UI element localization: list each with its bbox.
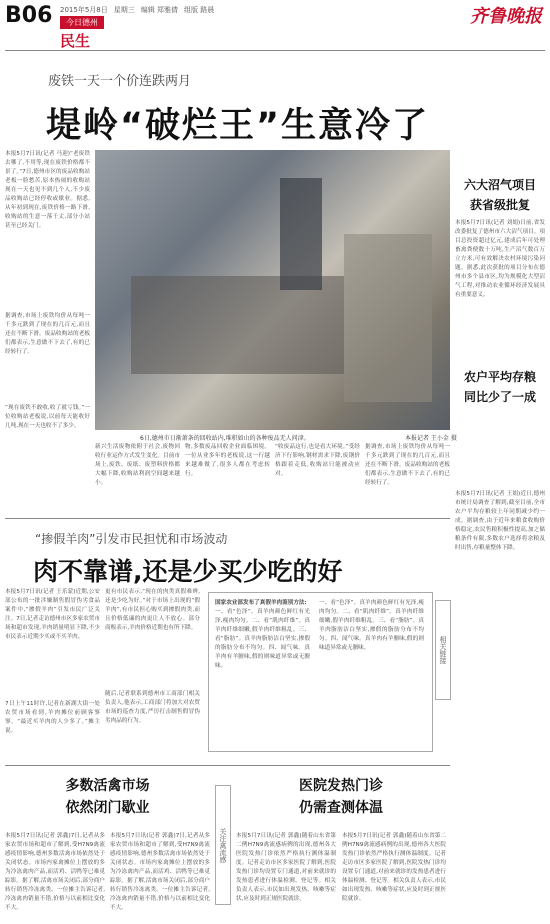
story1-col1: 本报5月7日讯(记者 马迎)“老废铁去哪了,不用等,现在废铁价格都不景了。”7日,德州市区的废品收购站老板一脸愁苦,原本热闹的收购站现在一天也见不到几个人,不少废品收购站已经停收或歇业。据悉,从年初到现在,废铁价格一路下滑,收购站的生意一落千丈,部分小站甚至已经关门。 [5, 151, 90, 229]
newspaper-logo: 齐鲁晚报 [470, 6, 542, 27]
story1-photo [95, 150, 450, 430]
story1-col4: “收废品这行,也是看大环境。”受经济下行影响,钢材需求下降,废钢价格跟着走低,收购站只能被动应对。 [275, 444, 360, 477]
story1-col1b: 据调查,市场上废铁均价从每吨一千多元跌到了现在的几百元,而且还在不断下滑。废品收购站的老板们都表示,生意做不下去了,有的已经转行了。 [5, 313, 90, 355]
story1-kicker: 废铁一天一个价连跌两月 [48, 74, 192, 89]
page-number: B06 [5, 3, 53, 28]
side-head2: 获省级批复 [469, 198, 530, 212]
box-text-right: 一、看“色泽”。真羊肉颜色鲜红有光泽,瘦肉均匀。二、看“肌肉纤维”。真羊肉纤维细嫩,假羊肉纤维粗乱。三、看“脂肪”。真羊肉脂肪洁白坚实,掺假的脂肪分布不均匀。四、闻气味。真羊肉有羊膻味,假的则味道异常或无膻味。 [319, 600, 424, 651]
story3-head3: 医院发热门诊 [299, 778, 383, 794]
story1-col2: 新兴生活废物依附于社会,废物回收行业运作方式发生变化。目前市场上,废铁、废纸、废塑料价格都大幅下降,收购站利润空间越来越小。 [95, 444, 180, 486]
story2-headline: 肉不靠谱,还是少买少吃的好 [33, 557, 343, 586]
side-head3: 农户平均存粮 [463, 370, 536, 384]
masthead-meta [60, 5, 214, 15]
story2-kicker: “掺假羊肉”引发市民担忧和市场波动 [35, 532, 228, 546]
story3-head-left [5, 775, 210, 830]
story3-head-right [236, 775, 446, 830]
story2-info-box [208, 592, 433, 752]
story1-col5: 据调查,市场上废铁均价从每吨一千多元跌到了现在的几百元,而且还在不断下滑。废品收购站的老板们都表示,生意做不下去了,有的已经转行了。 [365, 444, 450, 486]
story3-vertical-tag: 关注禽流感 [215, 785, 231, 905]
region-tag: 今日德州 [60, 16, 104, 29]
issue-date: 2015年5月8日 [60, 6, 108, 14]
masthead-rule [5, 50, 545, 51]
story3-col4: 本报5月7日讯(记者 郭鑫)随着山东省第二例H7N9禽流感病例的出现,德州各大医院发热门诊依然严格执行测体温制度。记者走访市区多家医院了解到,医院发热门诊均设置专门通道,对前来就诊的发热患者进行体温检测、登记等。相关负责人表示,市民如出现发热、咳嗽等症状,应及时到正规医院就诊。 [342, 833, 446, 902]
story1-headline: 堤岭“破烂王”生意冷了 [46, 106, 430, 146]
editor: 编辑 郑雅倩 [140, 6, 178, 14]
story3-col2: 本报5月7日讯(记者 郭鑫)7日,记者从多家农贸市场和超市了解到,受H7N9禽流感疫情影响,德州多数活禽市场依然处于关闭状态。市场内家禽摊位上摆放的多为冷冻禽肉产品,而活鸡、活鸭等已难觅踪影。据了解,活禽市场关闭后,部分商户转行销售冷冻禽类。一位摊主告诉记者,冷冻禽肉销量不错,价格与以前相比变化不大。 [110, 833, 210, 911]
story2-col2: 更有市民表示,“现在的肉类真假难辨,还是少吃为好。”对于市场上出现的“假羊肉”,有市民担心购买到掺假肉类,而且价格低廉的肉更让人不放心。部分商贩表示,羊肉价格近期也有所下降。 [105, 589, 200, 631]
story3-head2: 依然闭门歇业 [65, 800, 150, 816]
story3-col1: 本报5月7日讯(记者 郭鑫)7日,记者从多家农贸市场和超市了解到,受H7N9禽流感疫情影响,德州多数活禽市场依然处于关闭状态。市场内家禽摊位上摆放的多为冷冻禽肉产品,而活鸡、活鸭等已难觅踪影。据了解,活禽市场关闭后,部分商户转行销售冷冻禽类。一位摊主告诉记者,冷冻禽肉销量不错,价格与以前相比变化不大。 [5, 833, 105, 911]
story1-photo-credit: 本报记者 王小金 摄 [405, 435, 457, 442]
side-head4: 同比少了一成 [463, 390, 536, 404]
sidebar [455, 175, 545, 515]
section-title: 民生 [60, 32, 91, 50]
box-text-left: 国家农业部发布了真假羊肉鉴别方法: 一、看“色泽”。真羊肉颜色鲜红有光泽,瘦肉均匀。二、看“肌肉纤维”。真羊肉纤维细嫩,假羊肉纤维粗乱。三、看“脂肪”。真羊肉脂肪洁白坚实,掺假的脂肪分布不均匀。四、闻气味。真羊肉有羊膻味,假的则味道异常或无膻味。 [215, 600, 310, 669]
story1-col3: 物,多数废品回收企业面临困境。一位从业多年的老板说,这一行越来越难做了,很多人都在考虑转行。 [185, 444, 270, 477]
side-text1: 本报5月7日讯(记者 刘娟)日前,省发改委批复了德州市六大沼气项目。项目总投资超过亿元,建成后年可处理畜禽粪便数十万吨,生产沼气数百万立方米,可有效解决农村环境污染问题。据悉,此次获批的项目分布在德州市多个县市区,均为规模化大型沼气工程,对推动农业循环经济发展具有重要意义。 [455, 220, 545, 298]
story1-col1c: “现在废铁不敢收,收了就亏钱。”一位收购站老板说,以前每天能收好几吨,现在一天也收不了多少。 [5, 405, 90, 429]
design: 组版 路晨 [183, 6, 215, 14]
side-head1: 六大沼气项目 [463, 178, 536, 192]
weekday: 星期三 [113, 6, 135, 14]
rule-1 [5, 518, 450, 519]
story1-photo-caption: 6日,德州市日渐萧条的回收站内,堆积如山的各种废品无人问津。 [140, 435, 310, 442]
rule-2 [5, 765, 450, 766]
story2-col2b: 随后,记者联系到德州市工商部门相关负责人,他表示,工商部门将加大对农贸市场的巡查力度,严厉打击制售假冒伪劣肉品的行为。 [105, 691, 200, 724]
story3-head4: 仍需查测体温 [299, 800, 383, 816]
side-text2: 本报5月7日讯(记者 王娟)近日,德州市统计局调查了解到,截至目前,全市农户平均存粮较上年同期减少约一成。据调查,由于近年来粮食收购价格稳定,农民售粮积极性提高,加之储粮条件有限,多数农户选择将余粮及时出售,存粮量整体下降。 [455, 491, 545, 551]
story2-col1: 本报5月7日讯(记者 王乐蒙)近期,公安部公布的一批涉嫌制售假冒伪劣食品案件中,“掺假羊肉”引发市民广泛关注。7日,记者走访德州市区多家农贸市场和超市发现,羊肉销量明显下降,不少市民表示近期少买或不买羊肉。 [5, 589, 100, 640]
story2-col1b: 7日上午11时许,记者在新湖大街一处农贸市场看到,羊肉摊位前顾客寥寥。“最近买羊肉的人少多了。”摊主说。 [5, 701, 100, 734]
story3-head1: 多数活禽市场 [65, 778, 150, 794]
story3-col3: 本报5月7日讯(记者 郭鑫)随着山东省第二例H7N9禽流感病例的出现,德州各大医院发热门诊依然严格执行测体温制度。记者走访市区多家医院了解到,医院发热门诊均设置专门通道,对前来就诊的发热患者进行体温检测、登记等。相关负责人表示,市民如出现发热、咳嗽等症状,应及时到正规医院就诊。 [236, 833, 336, 902]
story2-vertical-tag: 相关链接 [435, 600, 451, 700]
